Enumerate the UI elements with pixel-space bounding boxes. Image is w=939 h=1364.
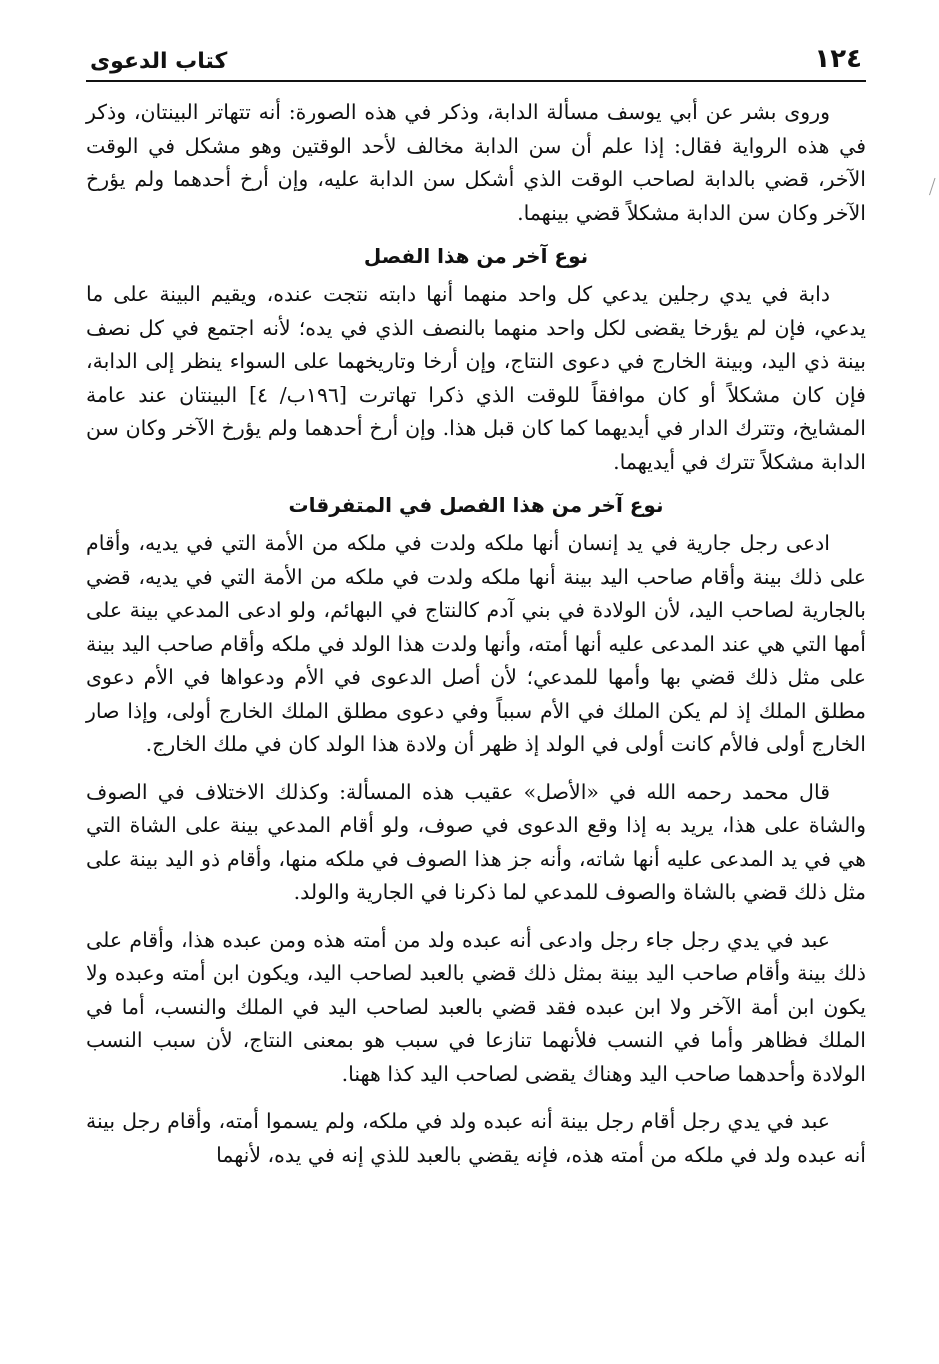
page-header — [86, 30, 866, 82]
paragraph-1: وروى بشر عن أبي يوسف مسألة الدابة، وذكر في هذه الصورة: أنه تتهاتر البينتان، وذكر في هذه الرواية فقال: إذا علم أن سن الدابة مخالف لأحد الوقتين وهو مشكل في الوقت الآخر، قضي بالدابة لصاحب الوقت الذي أشكل سن الدابة عليه، وإن أرخ أحدهما ولم يؤرخ الآخر وكان سن الدابة مشكلاً قضي بينهما. — [86, 100, 866, 225]
paragraph-4: قال محمد رحمه الله في «الأصل» عقيب هذه المسألة: وكذلك الاختلاف في الصوف والشاة على هذا، يريد به إذا وقع الدعوى في صوف، ولو أقام المدعي بينة على الشاة التي هي في يد المدعى عليه أنها شاته، وأنه جز هذا الصوف في ملكه منها، وأقام ذو اليد بينة على مثل ذلك قضي بالشاة والصوف للمدعي لما ذكرنا في الجارية والولد. — [86, 779, 866, 904]
margin-pencil-mark — [919, 175, 935, 196]
page-number: ١٢٤ — [814, 44, 862, 74]
section-heading-1: نوع آخر من هذا الفصل — [363, 244, 589, 268]
paragraph-6: عبد في يدي رجل أقام رجل بينة أنه عبده ولد في ملكه، ولم يسموا أمته، وأقام رجل بينة أنه عبده ولد في ملكه من أمته هذه، فإنه يقضي بالعبد للذي إنه في يده، لأنهما — [86, 1109, 866, 1167]
book-page — [86, 30, 866, 1172]
paragraph-3: ادعى رجل جارية في يد إنسان أنها ملكه ولدت في ملكه من الأمة التي في يديه، وأقام على ذلك بينة وأقام صاحب اليد بينة أنها ملكه ولدت في ملكه من الأمة التي في يديه، قضي بالجارية لصاحب اليد، لأن الولادة في بني آدم كالنتاج في البهائم، ولو ادعى المدعي بينة على أمها التي هي عند المدعى عليه أنها أمته، وأنها ولدت هذا الولد في ملكه وأقام صاحب اليد بينة على مثل ذلك قضي بها وأمها للمدعي؛ لأن أصل الدعوى في الأم ودعواها في الأم دعوى مطلق الملك إذ لم يكن الملك في الأم سبباً وفي دعوى مطلق الملك الخارج أولى، وإذا صار الخارج أولى فالأم كانت أولى في الولد إذ ظهر أن ولادة هذا الولد كان في ملك الخارج. — [86, 531, 866, 756]
page-body — [86, 96, 866, 1172]
section-heading-2: نوع آخر من هذا الفصل في المتفرقات — [288, 493, 664, 517]
paragraph-5: عبد في يدي رجل جاء رجل وادعى أنه عبده ولد من أمته هذه ومن عبده هذا، وأقام على ذلك بينة وأقام صاحب اليد بينة بمثل ذلك قضي بالعبد لصاحب اليد، ويكون ابن أمته وعبده ولا يكون ابن أمة الآخر ولا ابن عبده فقد قضي بالعبد لصاحب اليد في الملك والنسب، أما في الملك فظاهر وأما في النسب فلأنهما تنازعا في سبب هو بمعنى النتاج، لأن سبب النسب الولادة وأحدهما صاحب اليد وهناك يقضى لصاحب اليد كذا ههنا. — [86, 927, 866, 1086]
running-title: كتاب الدعوى — [90, 49, 228, 74]
paragraph-2: دابة في يدي رجلين يدعي كل واحد منهما أنها دابته نتجت عنده، ويقيم البينة على ما يدعي، فإن لم يؤرخا يقضى لكل واحد منهما بالنصف الذي في يده؛ لأنه اجتمع في كل نصف بينة ذي اليد، وبينة الخارج في دعوى النتاج، وإن أرخا وتاريخهما على السواء ينظر إلى الدابة، فإن كان مشكلاً أو كان موافقاً للوقت الذي ذكرا تهاترت [١٩٦ب/ ٤] البينتان عند عامة المشايخ، وتترك الدار في أيديهما كما كان قبل هذا. وإن أرخ أحدهما ولم يؤرخ الآخر وكان سن الدابة مشكلاً تترك في أيديهما. — [86, 282, 866, 474]
